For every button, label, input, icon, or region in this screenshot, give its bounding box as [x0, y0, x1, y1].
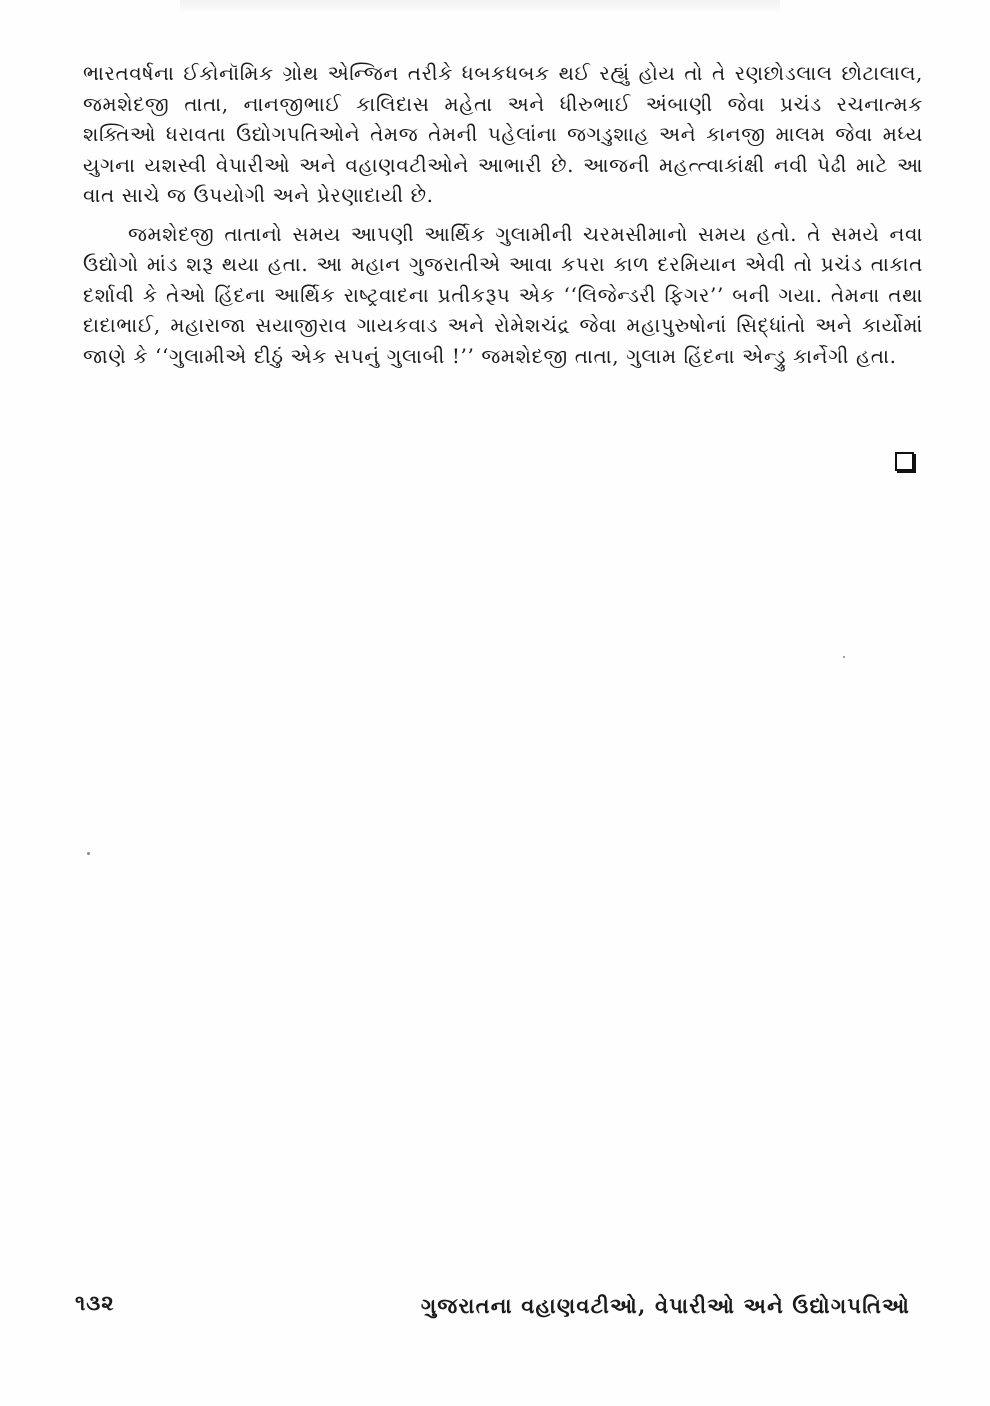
scan-edge-shadow	[180, 0, 780, 14]
hollow-square-icon	[895, 452, 914, 471]
scan-speck	[843, 656, 845, 658]
page-body	[83, 58, 923, 371]
book-title-footer: ગુજરાતના વહાણવટીઓ, વેપારીઓ અને ઉદ્યોગપતિઓ	[420, 1293, 910, 1318]
paragraph-intro: ભારતવર્ષના ઈકોનૉમિક ગ્રોથ એન્જિન તરીકે ધબકધબક થઈ રહ્યું હોય તો તે રણછોડલાલ છોટાલાલ, જમશેદજી તાતા, નાનજીભાઈ કાલિદાસ મહેતા અને ધીરુભાઈ અંબાણી જેવા પ્રચંડ રચનાત્મક શક્તિઓ ધરાવતા ઉદ્યોગપતિઓને તેમજ તેમની પહેલાંના જગડુશાહ અને કાનજી માલમ જેવા મધ્ય યુગના યશસ્વી વેપારીઓ અને વહાણવટીઓને આભારી છે. આજની મહત્ત્વાકાંક્ષી નવી પેઢી માટે આ વાત સાચે જ ઉપયોગી અને પ્રેરણાદાયી છે.	[83, 61, 923, 207]
page-number: ૧૩૨	[75, 1290, 115, 1315]
paragraph-jamshedji: જમશેદજી તાતાનો સમય આપણી આર્થિક ગુલામીની ચરમસીમાનો સમય હતો. તે સમયે નવા ઉદ્યોગો માંડ શરૂ થયા હતા. આ મહાન ગુજરાતીએ આવા કપરા કાળ દરમિયાન એવી તો પ્રચંડ તાકાત દર્શાવી કે તેઓ હિંદના આર્થિક રાષ્ટ્રવાદના પ્રતીકરૂપ એક ‘‘લિજેન્ડરી ફિગર’’ બની ગયા. તેમના તથા દાદાભાઈ, મહારાજા સયાજીરાવ ગાયકવાડ અને રોમેશચંદ્ર જેવા મહાપુરુષોનાં સિદ્ધાંતો અને કાર્યોમાં જાણે કે ‘‘ગુલામીએ દીઠું એક સપનું ગુલાબી !’’ જમશેદજી તાતા, ગુલામ હિંદના એન્ડ્રુ કાર્નેગી હતા.	[83, 221, 923, 368]
scan-speck	[87, 852, 90, 855]
